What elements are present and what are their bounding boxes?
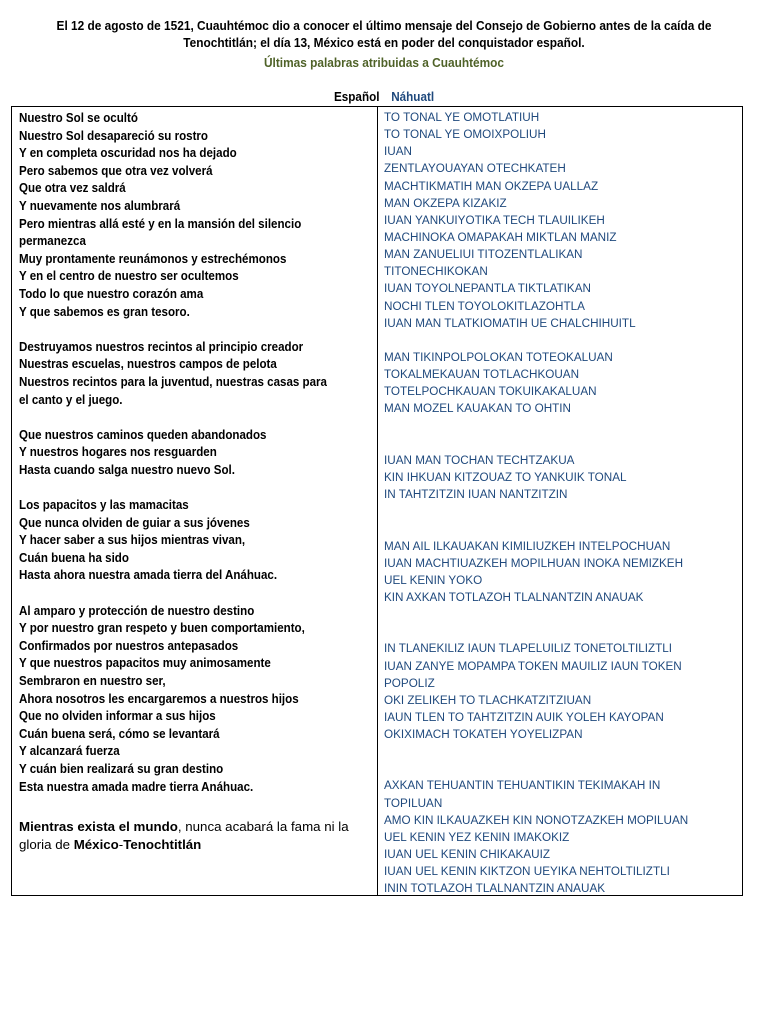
espanol-verse-line: Nuestros recintos para la juventud, nuestras casas para <box>19 373 327 389</box>
poem-table <box>11 106 743 896</box>
header-nahuatl: Náhuatl <box>391 89 435 104</box>
stanza-gap <box>384 520 734 537</box>
espanol-verse-line: Que nunca olviden de guiar a sus jóvenes <box>19 514 250 530</box>
nahuatl-verse-line: POPOLIZ <box>384 675 435 690</box>
nahuatl-verse-line: MAN ZANUELIUI TITOZENTLALIKAN <box>384 247 583 262</box>
closing-bold-1: Mientras exista el mundo <box>19 819 178 834</box>
nahuatl-verse-line: AXKAN TEHUANTIN TEHUANTIKIN TEKIMAKAH IN <box>384 778 661 793</box>
espanol-verse-line: Pero sabemos que otra vez volverá <box>19 162 213 178</box>
stanza-gap <box>384 435 734 452</box>
espanol-verse-line: Ahora nosotros les encargaremos a nuestros hijos <box>19 690 299 706</box>
nahuatl-verse-line: IN TAHTZITZIN IUAN NANTZITZIN <box>384 487 568 502</box>
nahuatl-verse-line: TITONECHIKOKAN <box>384 264 488 279</box>
nahuatl-verse-line: TO TONAL YE OMOTLATIUH <box>384 110 540 124</box>
espanol-verse-line: Los papacitos y las mamacitas <box>19 497 189 513</box>
nahuatl-verse-line: KIN IHKUAN KITZOUAZ TO YANKUIK TONAL <box>384 469 627 484</box>
espanol-verse-line: Y nuevamente nos alumbrará <box>19 197 181 213</box>
espanol-verse-line: Nuestro Sol desapareció su rostro <box>19 127 209 143</box>
nahuatl-verse-line: MAN AIL ILKAUAKAN KIMILIUZKEH INTELPOCHUAN <box>384 538 671 553</box>
stanza-gap <box>19 408 367 426</box>
nahuatl-verse-line: IAUN TLEN TO TAHTZITZIN AUIK YOLEH KAYOPAN <box>384 709 664 724</box>
header-espanol: Español <box>333 89 380 104</box>
stanza-gap <box>19 478 367 496</box>
espanol-column <box>19 109 367 795</box>
espanol-verse-line: el canto y el juego. <box>19 391 123 407</box>
stanza-gap <box>19 584 367 602</box>
nahuatl-verse-line: ZENTLAYOUAYAN OTECHKATEH <box>384 161 566 176</box>
nahuatl-verse-line: IUAN MACHTIUAZKEH MOPILHUAN INOKA NEMIZKEH <box>384 555 684 570</box>
espanol-verse-line: Y cuán bien realizará su gran destino <box>19 760 224 776</box>
espanol-verse-line: Esta nuestra amada madre tierra Anáhuac. <box>19 778 254 794</box>
espanol-verse-line: Sembraron en nuestro ser, <box>19 673 166 688</box>
nahuatl-verse-line: MAN MOZEL KAUAKAN TO OHTIN <box>384 401 572 416</box>
nahuatl-verse-line: ININ TOTLAZOH TLALNANTZIN ANAUAK <box>384 881 606 896</box>
espanol-verse-line: Todo lo que nuestro corazón ama <box>19 285 204 301</box>
espanol-verse-line: Hasta ahora nuestra amada tierra del Anáhuac. <box>19 567 278 583</box>
stanza-gap <box>384 760 734 777</box>
espanol-verse-line: Destruyamos nuestros recintos al principio creador <box>19 338 304 354</box>
nahuatl-verse-line: IUAN YANKUIYOTIKA TECH TLAUILIKEH <box>384 212 605 227</box>
nahuatl-verse-line: TOKALMEKAUAN TOTLACHKOUAN <box>384 367 580 382</box>
closing-text-2: , nunca acabará la fama ni la gloria de <box>19 819 349 852</box>
stanza-gap <box>384 418 734 435</box>
nahuatl-verse-line: KIN AXKAN TOTLAZOH TLALNANTZIN ANAUAK <box>384 589 644 604</box>
nahuatl-verse-line: OKI ZELIKEH TO TLACHKATZITZIUAN <box>384 692 592 707</box>
stanza-gap <box>384 332 734 349</box>
nahuatl-verse-line: IUAN <box>384 144 412 159</box>
espanol-verse-line: Hasta cuando salga nuestro nuevo Sol. <box>19 461 235 477</box>
nahuatl-verse-line: IUAN MAN TOCHAN TECHTZAKUA <box>384 452 575 467</box>
espanol-verse-line: Muy prontamente reunámonos y estrechémonos <box>19 250 287 266</box>
closing-statement <box>19 818 371 854</box>
espanol-verse-line: Cuán buena será, cómo se levantará <box>19 725 220 741</box>
nahuatl-verse-line: MAN OKZEPA KIZAKIZ <box>384 195 507 210</box>
espanol-verse-line: Al amparo y protección de nuestro destino <box>19 602 255 618</box>
nahuatl-verse-line: UEL KENIN YEZ KENIN IMAKOKIZ <box>384 829 570 844</box>
nahuatl-verse-line: AMO KIN ILKAUAZKEH KIN NONOTZAZKEH MOPILUAN <box>384 812 689 827</box>
closing-bold-3: México <box>73 837 119 852</box>
column-headers <box>38 89 729 106</box>
closing-text-4: - <box>118 837 124 852</box>
espanol-verse-line: Pero mientras allá esté y en la mansión del silencio <box>19 215 302 231</box>
nahuatl-verse-line: IUAN UEL KENIN KIKTZON UEYIKA NEHTOLTILIZTLI <box>384 864 670 879</box>
nahuatl-verse-line: TOTELPOCHKAUAN TOKUIKAKALUAN <box>384 384 597 399</box>
nahuatl-verse-line: UEL KENIN YOKO <box>384 572 483 587</box>
espanol-verse-line: Que otra vez saldrá <box>19 180 126 196</box>
espanol-verse-line: Y nuestros hogares nos resguarden <box>19 444 217 460</box>
espanol-verse-line: Confirmados por nuestros antepasados <box>19 637 239 653</box>
espanol-verse-line: Nuestro Sol se ocultó <box>19 110 138 125</box>
nahuatl-verse-line: MACHTIKMATIH MAN OKZEPA UALLAZ <box>384 178 599 193</box>
stanza-gap <box>384 743 734 760</box>
espanol-verse-line: Y en completa oscuridad nos ha dejado <box>19 145 237 161</box>
stanza-gap <box>384 606 734 623</box>
nahuatl-verse-line: IUAN UEL KENIN CHIKAKAUIZ <box>384 847 551 862</box>
espanol-verse-line: Que nuestros caminos queden abandonados <box>19 426 267 442</box>
nahuatl-verse-line: IUAN TOYOLNEPANTLA TIKTLATIKAN <box>384 281 591 296</box>
nahuatl-verse-line: MAN TIKINPOLPOLOKAN TOTEOKALUAN <box>384 349 613 364</box>
nahuatl-verse-line: TO TONAL YE OMOIXPOLIUH <box>384 127 546 142</box>
espanol-verse-line: Y alcanzará fuerza <box>19 743 120 759</box>
nahuatl-verse-line: OKIXIMACH TOKATEH YOYELIZPAN <box>384 727 583 742</box>
stanza-gap <box>19 320 367 338</box>
espanol-verse-line: Y que sabemos es gran tesoro. <box>19 303 190 319</box>
document-subtitle: Últimas palabras atribuidas a Cuauhtémoc <box>263 55 505 70</box>
espanol-verse-line: Que no olviden informar a sus hijos <box>19 708 216 724</box>
espanol-verse-line: Y en el centro de nuestro ser ocultemos <box>19 268 239 284</box>
espanol-verse-line: Y que nuestros papacitos muy animosamente <box>19 655 271 671</box>
nahuatl-verse-line: TOPILUAN <box>384 795 443 810</box>
intro-paragraph: El 12 de agosto de 1521, Cuauhtémoc dio a conocer el último mensaje del Consejo de Gobierno antes de la caída de Tenochtitlán; el día 13, México está en poder del conquistador español. <box>56 18 712 50</box>
espanol-verse-line: Nuestras escuelas, nuestros campos de pelota <box>19 356 277 372</box>
nahuatl-verse-line: MACHINOKA OMAPAKAH MIKTLAN MANIZ <box>384 229 617 244</box>
stanza-gap <box>384 503 734 520</box>
espanol-verse-line: Cuán buena ha sido <box>19 549 129 565</box>
nahuatl-verse-line: IUAN ZANYE MOPAMPA TOKEN MAUILIZ IAUN TOKEN <box>384 658 682 673</box>
column-divider <box>377 107 378 895</box>
espanol-verse-line: permanezca <box>19 233 86 249</box>
nahuatl-column <box>384 109 734 897</box>
espanol-verse-line: Y hacer saber a sus hijos mientras vivan, <box>19 532 246 548</box>
closing-bold-5: Tenochtitlán <box>123 837 202 852</box>
nahuatl-verse-line: NOCHI TLEN TOYOLOKITLAZOHTLA <box>384 298 585 313</box>
nahuatl-verse-line: IUAN MAN TLATKIOMATIH UE CHALCHIHUITL <box>384 315 636 330</box>
stanza-gap <box>384 623 734 640</box>
espanol-verse-line: Y por nuestro gran respeto y buen comportamiento, <box>19 620 305 636</box>
nahuatl-verse-line: IN TLANEKILIZ IAUN TLAPELUILIZ TONETOLTILIZTLI <box>384 641 673 656</box>
